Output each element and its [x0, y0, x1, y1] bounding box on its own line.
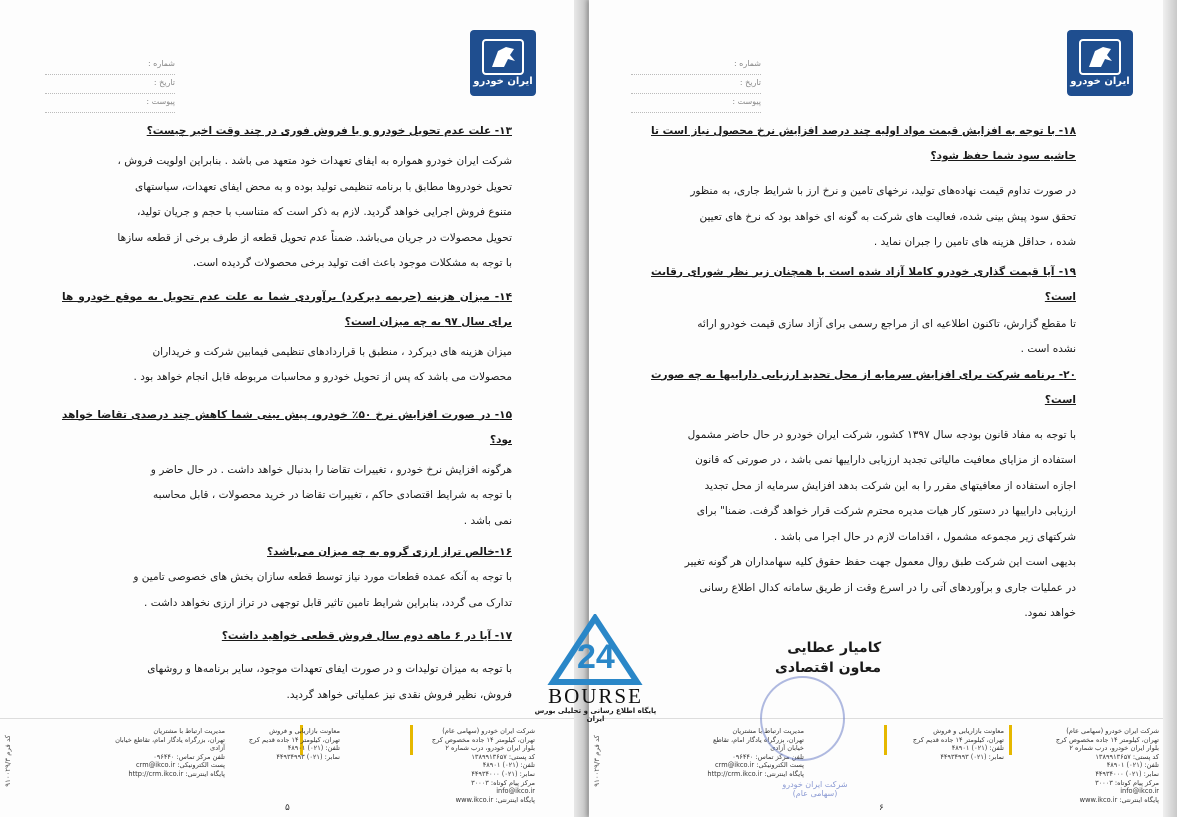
- footer-col1: شرکت ایران خودرو (سهامی عام) تهران، کیلومتر ۱۴ جاده مخصوص کرج بلوار ایران خودرو، درب شماره ۲ کد پستی: ۱۳۸۹۹۱۳۶۵۷ تلفن: (۰۲۱) ۴۸۹۰۱ نمابر: (۰۲۱) ۴۴۹۳۴۰۰۰ مرکز پیام کوتاه: ۳۰۰۰۳ info@ikco.ir پایگاه اینترنتی: www.ikco.ir: [431, 727, 535, 804]
- question-19: ۱۹- آیا قیمت گذاری خودرو کاملا آزاد شده است یا همچنان زیر نظر شورای رقابت است؟: [651, 265, 1076, 303]
- question-17: ۱۷- آیا در ۶ ماهه دوم سال فروش قطعی خواهید داشت؟: [221, 630, 512, 642]
- footer-col3: مدیریت ارتباط با مشتریان تهران، بزرگراه یادگار امام، تقاطع خیابان آزادی تلفن مرکز تماس: ۰۹۶۴۴۰ پست الکترونیکی: crm@ikco.ir پایگاه اینترنتی: http://crm.ikco.ir: [707, 727, 804, 778]
- company-stamp: [760, 676, 845, 761]
- horse-logo-icon: [482, 39, 524, 75]
- letter-meta-fields: [45, 57, 175, 114]
- footer-col2: معاونت بازاریابی و فروش تهران، کیلومتر ۱۴ جاده قدیم کرج تلفن: (۰۲۱) ۴۸۹۰۱ نمابر: (۰۲۱) ۴۴۹۳۴۹۹۳: [912, 727, 1004, 761]
- logo-text: ایران خودرو: [1070, 76, 1130, 87]
- question-20: ۲۰- برنامه شرکت برای افزایش سرمایه از محل تجدید ارزیابی داراییها به چه صورت است؟: [651, 368, 1076, 406]
- footer-col3: مدیریت ارتباط با مشتریان تهران، بزرگراه یادگار امام، تقاطع خیابان آزادی تلفن مرکز تماس: ۰۹۶۴۴۰ پست الکترونیکی: crm@ikco.ir پایگاه اینترنتی: http://crm.ikco.ir: [115, 727, 225, 778]
- number-field: شماره :: [45, 57, 175, 75]
- answer-18: در صورت تداوم قیمت نهاده‌های تولید، نرخهای تامین و نرخ ارز با شرایط جاری، به منظور تحقق سود پیش بینی شده، فعالیت های شرکت به گونه ای خواهد بود که نرخ های تعیین شده ، حداقل هزینه های تامین را جبران نماید .: [690, 185, 1076, 248]
- form-code: ۹۱۰۰۲۹/۳ کد فرم: [4, 735, 12, 787]
- form-code: ۹۱۰۰۲۹/۳ کد فرم: [593, 735, 601, 787]
- answer-13: شرکت ایران خودرو همواره به ایفای تعهدات خود متعهد می باشد . بنابراین اولویت فروش ، تحویل خودروها مطابق با برنامه تنظیمی تولید بوده و به محض ایفای تعهدات، سیاستهای متنوع فروش اجرایی خواهد گردید. لازم به ذکر است که متناسب با حجم و جریان تولید، تحویل محصولات در جریان می‌باشد. ضمناً عدم تحویل قطعه از طرف برخی از قطعه سازها با توجه به مشکلات موجود باعث افت تولید برخی محصولات گردیده است.: [117, 155, 512, 269]
- question-13: ۱۳- علت عدم تحویل خودرو و یا فروش فوری در چند وقت اخیر چیست؟: [146, 125, 512, 137]
- signature-block: [775, 638, 881, 678]
- date-field: تاریخ :: [45, 76, 175, 94]
- question-14: ۱۴- میزان هزینه (جریمه دیرکرد) برآوردی شما به علت عدم تحویل به موقع خودرو ها برای سال ۹۷ به چه میزان است؟: [62, 290, 512, 328]
- question-18: ۱۸- با توجه به افزایش قیمت مواد اولیه چند درصد افزایش نرخ محصول نیاز است تا حاشیه سود شما حفظ شود؟: [651, 125, 1076, 162]
- ikco-logo: [470, 30, 536, 96]
- right-content: [651, 113, 1076, 627]
- attachment-field: پیوست :: [631, 95, 761, 113]
- document-page-5: [0, 0, 588, 817]
- signatory-role: معاون اقتصادی: [775, 660, 882, 676]
- question-16: ۱۶-خالص تراز ارزی گروه به چه میزان می‌باشد؟: [267, 546, 512, 558]
- answer-14: میزان هزینه های دیرکرد ، منطبق با قراردادهای تنظیمی فیمابین شرکت و خریداران محصولات می باشد که پس از تحویل خودرو و محاسبات مربوطه قابل انجام خواهد بود .: [133, 345, 512, 383]
- footer-divider: [884, 725, 887, 755]
- answer-20: با توجه به مفاد قانون بودجه سال ۱۳۹۷ کشور، شرکت ایران خودرو در حال حاضر مشمول استفاده از مزایای معافیت مالیاتی تجدید ارزیابی داراییها نمی باشد ، در صورتی که قانون اجازه استفاده از معافیتهای مقرر را به این شرکت بدهد افزایش سرمایه از محل تجدید ارزیابی داراییها در دستور کار هیات مدیره محترم شرکت قرار خواهد گرفت. ضمنا" برای شرکتهای زیر مجموعه مشمول ، اقدامات لازم در حال اجرا می باشد . بدیهی است این شرکت طبق روال معمول جهت حفظ حقوق کلیه سهامداران هر گونه تغییر در عملیات جاری و برآوردهای آتی را در اسرع وقت از طریق سامانه کدال اطلاع رسانی خواهد نمود.: [684, 428, 1076, 619]
- signatory-name: کامیار عطایی: [787, 640, 882, 656]
- horse-logo-icon: [1079, 39, 1121, 75]
- bourse-logo-icon: [533, 614, 658, 686]
- footer-col2: معاونت بازاریابی و فروش تهران، کیلومتر ۱۴ جاده قدیم کرج تلفن: (۰۲۱) ۴۸۹۰۱ نمابر: (۰۲۱) ۴۴۹۳۴۹۹۳: [248, 727, 340, 761]
- stamp-text: شرکت ایران خودرو (سهامی عام): [782, 780, 848, 798]
- ikco-logo: [1067, 30, 1133, 96]
- letter-meta-fields: [631, 57, 761, 114]
- footer-col1: شرکت ایران خودرو (سهامی عام) تهران، کیلومتر ۱۴ جاده مخصوص کرج بلوار ایران خودرو، درب شماره ۲ کد پستی: ۱۳۸۹۹۱۳۶۵۷ تلفن: (۰۲۱) ۴۸۹۰۱ نمابر: (۰۲۱) ۴۴۹۳۴۰۰۰ مرکز پیام کوتاه: ۳۰۰۰۳ info@ikco.ir پایگاه اینترنتی: www.ikco.ir: [1055, 727, 1159, 804]
- footer-divider: [1009, 725, 1012, 755]
- answer-19: تا مقطع گزارش، تاکنون اطلاعیه ای از مراجع رسمی برای آزاد سازی قیمت خودرو ارائه نشده است .: [697, 317, 1076, 355]
- answer-17: با توجه به میزان تولیدات و در صورت ایفای تعهدات موجود، سایر برنامه‌ها و روشهای فروش، نظیر فروش نقدی نیز عملیاتی خواهد گردید.: [147, 663, 512, 701]
- logo-text: ایران خودرو: [473, 76, 533, 87]
- page-number: ۶: [879, 803, 884, 813]
- number-field: شماره :: [631, 57, 761, 75]
- answer-16: با توجه به آنکه عمده قطعات مورد نیاز توسط قطعه سازان بخش های خصوصی تامین و تدارک می گردد، بنابراین شرایط تامین تاثیر قابل توجهی در تراز ارزی نخواهد داشت .: [133, 571, 512, 609]
- date-field: تاریخ :: [631, 76, 761, 94]
- bourse-brand: BOURSE: [548, 684, 643, 708]
- page-edge: [1163, 0, 1177, 817]
- bourse-watermark: [533, 614, 658, 723]
- document-page-6: [589, 0, 1177, 817]
- right-footer: [589, 718, 1163, 814]
- question-15: ۱۵- در صورت افزایش نرخ ۵۰٪ خودرو، پیش بینی شما کاهش چند درصدی تقاضا خواهد بود؟: [62, 408, 512, 446]
- footer-divider: [410, 725, 413, 755]
- answer-15: هرگونه افزایش نرخ خودرو ، تغییرات تقاضا را بدنبال خواهد داشت . در حال حاضر و با توجه به شرایط اقتصادی حاکم ، تغییرات تقاضا در خرید محصولات ، قابل محاسبه نمی باشد .: [150, 463, 512, 527]
- left-content: [62, 113, 512, 708]
- bourse-subtitle: پایگاه اطلاع رسانی و تحلیلی بورس ایران: [534, 707, 657, 723]
- attachment-field: پیوست :: [45, 95, 175, 113]
- left-footer: [0, 718, 574, 814]
- page-number: ۵: [285, 803, 290, 813]
- svg-text:24: 24: [577, 638, 615, 676]
